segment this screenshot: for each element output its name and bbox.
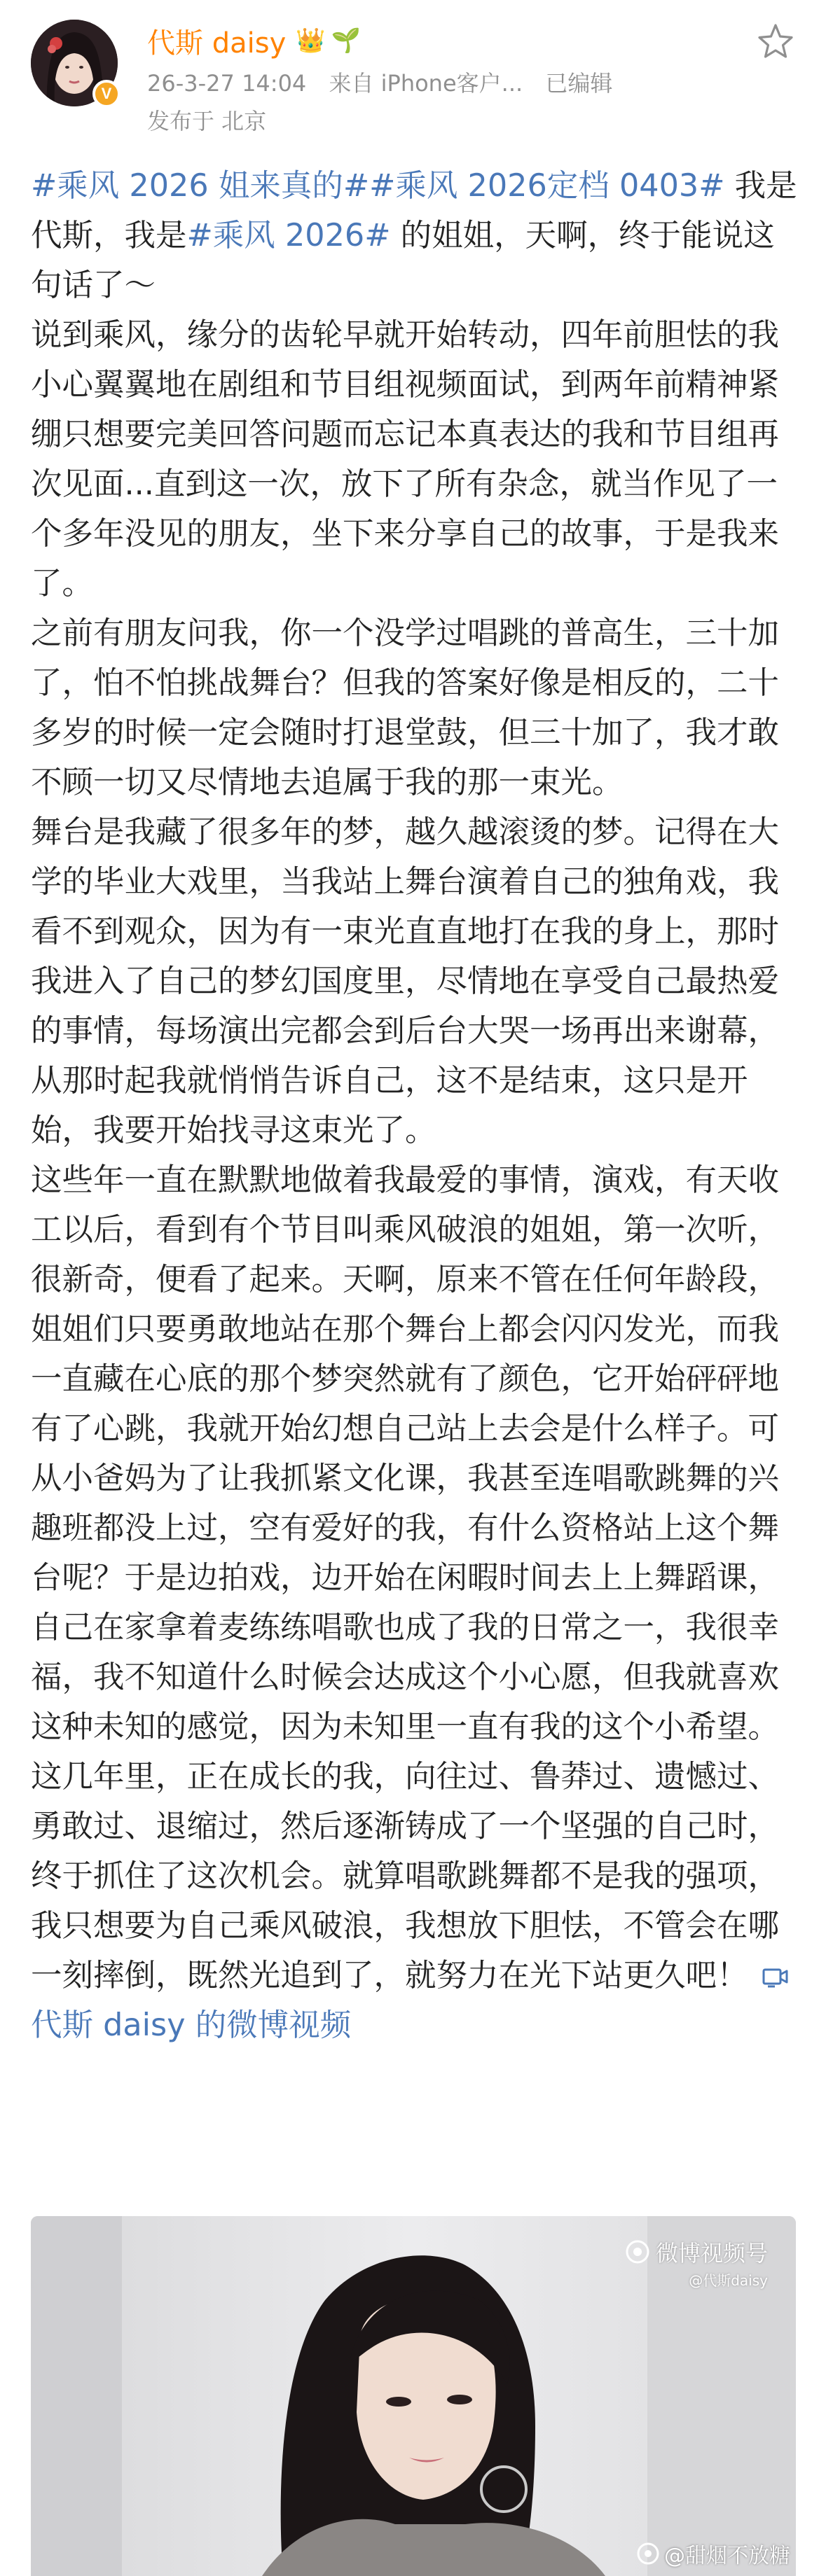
author-row <box>147 21 361 60</box>
post-meta <box>147 66 628 98</box>
paragraph-4: 舞台是我藏了很多年的梦，越久越滚烫的梦。记得在大学的毕业大戏里，当我站上舞台演着自己的独角戏，我看不到观众，因为有一束光直直地打在我的身上，那时我进入了自己的梦幻国度里，尽情地在享受自己最热爱的事情，每场演出完都会到后台大哭一场再出来谢幕，从那时起我就悄悄告诉自己，这不是结束，这只是开始，我要开始找寻这束光了。 <box>31 814 780 1148</box>
edited-label: 已编辑 <box>545 70 613 97</box>
text: 的姐姐，天啊，终于能说这句话了～ <box>31 218 775 303</box>
corner-watermark <box>636 2538 790 2569</box>
video-link-icon <box>762 1967 789 1988</box>
seedling-icon: 🌱 <box>331 27 361 55</box>
paragraph-5: 这些年一直在默默地做着我最爱的事情，演戏，有天收工以后，看到有个节目叫乘风破浪的姐姐，第一次听，很新奇，便看了起来。天啊，原来不管在任何年龄段，姐姐们只要勇敢地站在那个舞台上都会闪闪发光，而我一直藏在心底的那个梦突然就有了颜色，它开始砰砰地有了心跳，我就开始幻想自己站上去会是什么样子。可从小爸妈为了让我抓紧文化课，我甚至连唱歌跳舞的兴趣班都没上过，空有爱好的我，有什么资格站上这个舞台呢？于是边拍戏，边开始在闲暇时间去上上舞蹈课，自己在家拿着麦练练唱歌也成了我的日常之一，我很幸福，我不知道什么时候会达成这个小心愿，但我就喜欢这种未知的感觉，因为未知里一直有我的这个小希望。 <box>31 1162 780 1745</box>
crown-icon: 👑 <box>296 27 326 55</box>
username[interactable]: 代斯 daisy <box>147 27 287 60</box>
post-content <box>31 161 798 2050</box>
text: 我是代斯，我是 <box>31 168 797 253</box>
video-player[interactable] <box>31 2216 796 2576</box>
paragraph-1 <box>31 161 798 310</box>
location: 发布于 北京 <box>147 108 267 134</box>
hashtag-link[interactable]: #乘风 2026# <box>186 218 391 253</box>
post-header <box>0 0 826 147</box>
paragraph-6 <box>31 1752 798 2050</box>
hashtag-link[interactable]: #乘风 2026定档 0403# <box>369 168 725 204</box>
watermark-handle: @代斯daisy <box>689 2272 768 2289</box>
watermark-text: 微博视频号 <box>655 2240 768 2267</box>
text: 这几年里，正在成长的我，向往过、鲁莽过、遗憾过、勇敢过、退缩过，然后逐渐铸成了一个坚强的自己时，终于抓住了这次机会。就算唱歌跳舞都不是我的强项，我只想要为自己乘风破浪，我想放下胆怯，不管会在哪一刻摔倒，既然光追到了，就努力在光下站更久吧！ <box>31 1759 780 1993</box>
timestamp: 26-3-27 14:04 <box>147 70 307 97</box>
video-link[interactable]: 代斯 daisy 的微博视频 <box>31 2007 352 2043</box>
paragraph-2: 说到乘风，缘分的齿轮早就开始转动，四年前胆怯的我小心翼翼地在剧组和节目组视频面试，到两年前精神紧绷只想要完美回答问题而忘记本真表达的我和节目组再次见面...直到这一次，放下了所有杂念，就当作见了一个多年没见的朋友，坐下来分享自己的故事，于是我来了。 <box>31 317 780 601</box>
hashtag-link[interactable]: #乘风 2026 姐来真的# <box>31 168 370 204</box>
paragraph-3: 之前有朋友问我，你一个没学过唱跳的普高生，三十加了，怕不怕挑战舞台？但我的答案好像是相反的，二十多岁的时候一定会随时打退堂鼓，但三十加了，我才敢不顾一切又尽情地去追属于我的那一束光。 <box>31 615 780 800</box>
corner-watermark-text: @甜烟不放糖 <box>664 2544 790 2568</box>
favorite-star-icon[interactable] <box>755 21 797 63</box>
source: 来自 iPhone客户... <box>329 70 523 97</box>
avatar[interactable] <box>31 20 118 106</box>
video-watermark <box>625 2236 768 2290</box>
weibo-logo-icon <box>636 2542 660 2565</box>
weibo-eye-icon <box>625 2239 650 2264</box>
verified-badge-icon: V <box>92 80 121 108</box>
